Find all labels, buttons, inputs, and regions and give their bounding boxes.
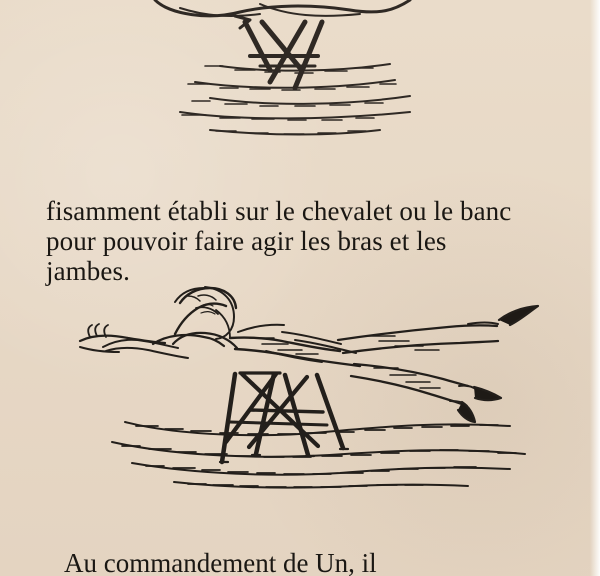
bottom-partial-text: Au commandement de Un, il xyxy=(64,548,377,576)
page-right-edge xyxy=(590,0,600,576)
paragraph-line-1: fisamment établi sur le chevalet ou le banc xyxy=(46,196,512,226)
top-illustration xyxy=(90,0,450,150)
paragraph-line-3: jambes. xyxy=(46,256,130,286)
paragraph-text xyxy=(46,196,536,286)
exercise-illustration xyxy=(70,280,540,510)
paragraph-line-2: pour pouvoir faire agir les bras et les xyxy=(46,226,447,256)
